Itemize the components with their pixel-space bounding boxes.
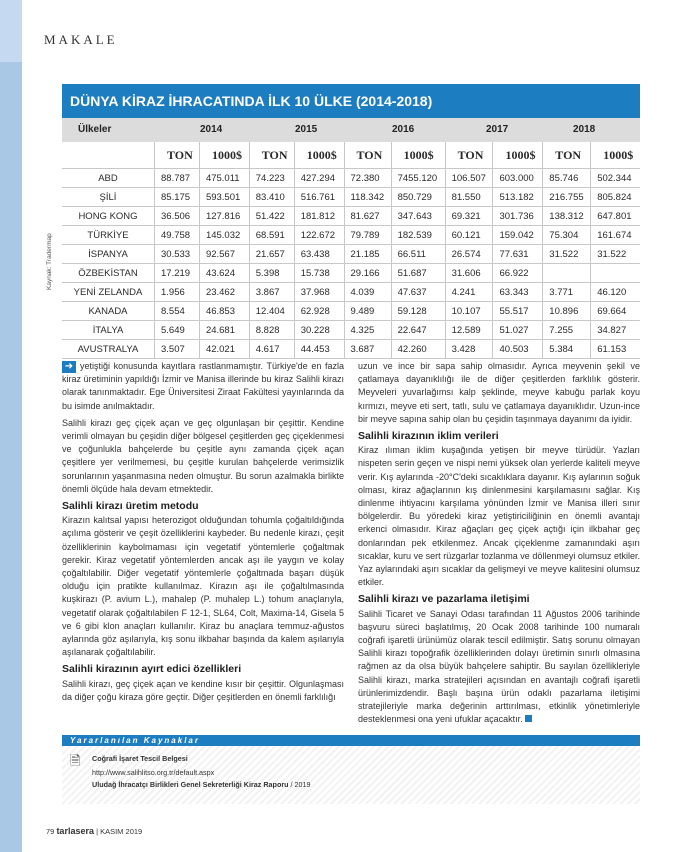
ton-cell: 31.606 bbox=[445, 264, 493, 283]
usd-cell: 347.643 bbox=[391, 207, 445, 226]
left-column bbox=[62, 360, 344, 708]
ton-cell: 4.039 bbox=[344, 283, 391, 302]
ton-cell: 3.771 bbox=[543, 283, 591, 302]
unit-ton: TON bbox=[543, 142, 591, 169]
magazine-brand: tarlasera bbox=[56, 826, 94, 836]
ton-cell: 3.687 bbox=[344, 340, 391, 359]
ton-cell: 68.591 bbox=[249, 226, 294, 245]
section-label: MAKALE bbox=[44, 32, 118, 47]
ton-cell: 75.304 bbox=[543, 226, 591, 245]
ton-cell: 88.787 bbox=[155, 169, 200, 188]
usd-cell: 427.294 bbox=[294, 169, 344, 188]
ton-cell: 4.241 bbox=[445, 283, 493, 302]
table-row bbox=[62, 169, 640, 188]
year-header-2017: 2017 bbox=[486, 124, 509, 135]
year-header-2018: 2018 bbox=[573, 124, 596, 135]
table-row bbox=[62, 264, 640, 283]
ton-cell: 36.506 bbox=[155, 207, 200, 226]
year-header-2016: 2016 bbox=[392, 124, 415, 135]
usd-cell: 37.968 bbox=[294, 283, 344, 302]
heading-climate-data: Salihli kirazının iklim verileri bbox=[358, 430, 499, 443]
ton-cell: 21.185 bbox=[344, 245, 391, 264]
ton-cell: 72.380 bbox=[344, 169, 391, 188]
usd-cell: 159.042 bbox=[493, 226, 543, 245]
ton-cell: 3.507 bbox=[155, 340, 200, 359]
usd-cell: 647.801 bbox=[591, 207, 640, 226]
country-cell: TÜRKİYE bbox=[62, 226, 155, 245]
ton-cell: 81.627 bbox=[344, 207, 391, 226]
ton-cell: 118.342 bbox=[344, 188, 391, 207]
production-method-paragraph: Kirazın kalıtsal yapısı heterozigot olduğundan tohumla çoğaltıldığında açılıma gösterir ve çeşit özelliklerini kaybeder. Bu nedenle kirazı, çeşit özelliklerinin kaybolmaması için vegetatif yöntemlerle çoğaltmak gerekir. Kiraz vegetatif yöntemlerden ancak aşı ile yaygın ve kolay çoğaltılabilir. Diğer vegetatif yöntemlerle çoğaltmada başarı düşük olduğu için pratikte kullanılmaz. Kirazın aşı ile çoğaltılmasında kuşkirazı (P. avium L.), mahalep (P. muhalep L.) tohum anaçlarıyla, vegetatif olarak çoğaltılabilen F 12-1, SL64, Colt, Maxima-14, Gisela 5 ve 6 gibi klon anaçları kullanılır. Kiraz bu anaçlara temmuz-ağustos aylarında göz aşılarıyla, kış sonu ilkbahar başında da kalem aşılarıyla aşılanarak çoğaltılabilir. bbox=[62, 515, 344, 658]
page-footer bbox=[46, 826, 142, 836]
usd-cell: 31.522 bbox=[591, 245, 640, 264]
table-row bbox=[62, 245, 640, 264]
ton-cell: 12.589 bbox=[445, 321, 493, 340]
usd-cell: 43.624 bbox=[199, 264, 249, 283]
ton-cell: 12.404 bbox=[249, 302, 294, 321]
table-row bbox=[62, 340, 640, 359]
usd-cell: 77.631 bbox=[493, 245, 543, 264]
table-row bbox=[62, 188, 640, 207]
heading-marketing: Salihli kirazı ve pazarlama iletişimi bbox=[358, 593, 530, 606]
ton-cell: 3.428 bbox=[445, 340, 493, 359]
heading-distinctive-features: Salihli kirazının ayırt edici özellikleri bbox=[62, 663, 242, 676]
usd-cell: 502.344 bbox=[591, 169, 640, 188]
source-credit: Kaynak: Tradermap bbox=[46, 233, 53, 290]
usd-cell: 301.736 bbox=[493, 207, 543, 226]
ton-cell: 4.325 bbox=[344, 321, 391, 340]
usd-cell: 161.674 bbox=[591, 226, 640, 245]
year-header-2014: 2014 bbox=[200, 124, 223, 135]
country-cell: ÖZBEKİSTAN bbox=[62, 264, 155, 283]
usd-cell: 24.681 bbox=[199, 321, 249, 340]
ton-cell: 30.533 bbox=[155, 245, 200, 264]
country-cell: HONG KONG bbox=[62, 207, 155, 226]
ton-cell: 85.746 bbox=[543, 169, 591, 188]
ton-cell: 49.758 bbox=[155, 226, 200, 245]
country-cell: ABD bbox=[62, 169, 155, 188]
unit-usd: 1000$ bbox=[493, 142, 543, 169]
ton-cell: 10.896 bbox=[543, 302, 591, 321]
ton-cell: 138.312 bbox=[543, 207, 591, 226]
left-color-bar-top bbox=[0, 0, 22, 62]
ton-cell: 1.956 bbox=[155, 283, 200, 302]
usd-cell: 22.647 bbox=[391, 321, 445, 340]
right-column bbox=[358, 360, 640, 730]
unit-usd: 1000$ bbox=[591, 142, 640, 169]
usd-cell: 40.503 bbox=[493, 340, 543, 359]
ton-cell: 5.384 bbox=[543, 340, 591, 359]
unit-usd: 1000$ bbox=[294, 142, 344, 169]
usd-cell: 42.021 bbox=[199, 340, 249, 359]
ton-cell: 31.522 bbox=[543, 245, 591, 264]
usd-cell: 61.153 bbox=[591, 340, 640, 359]
usd-cell: 516.761 bbox=[294, 188, 344, 207]
ton-cell: 69.321 bbox=[445, 207, 493, 226]
ton-cell: 81.550 bbox=[445, 188, 493, 207]
usd-cell: 475.011 bbox=[199, 169, 249, 188]
heading-production-method: Salihli kirazı üretim metodu bbox=[62, 500, 199, 513]
reference-1-title: Coğrafi İşaret Tescil Belgesi bbox=[92, 754, 188, 763]
table-row bbox=[62, 207, 640, 226]
usd-cell: 92.567 bbox=[199, 245, 249, 264]
country-cell: YENİ ZELANDA bbox=[62, 283, 155, 302]
ton-cell: 9.489 bbox=[344, 302, 391, 321]
unit-usd: 1000$ bbox=[199, 142, 249, 169]
usd-cell: 145.032 bbox=[199, 226, 249, 245]
intro-paragraph-1: yetiştiği konusunda kayıtlara rastlanmamıştır. Türkiye'de en fazla kiraz üretiminin yapıldığı İzmir ve Manisa illerinde bu kiraz Salihli kirazı olarak tanınmaktadır. Ege Üniversitesi Ziraat Fakültesi yayınlarında da bu isimde anılmaktadır. bbox=[62, 361, 344, 411]
issue-date: | KASIM 2019 bbox=[96, 827, 143, 836]
usd-cell: 63.343 bbox=[493, 283, 543, 302]
table-row bbox=[62, 283, 640, 302]
ton-cell: 17.219 bbox=[155, 264, 200, 283]
usd-cell: 47.637 bbox=[391, 283, 445, 302]
continued-paragraph: uzun ve ince bir sapa sahip olmasıdır. Ayrıca meyvenin şekil ve çatlamaya dayanıklılığı ile de diğer çeşitlerden farklılık gösterir. Meyveleri yuvarlağımsı kalp şeklinde, meyve kabuğu parlak koyu kırmızı, meyve eti sert, tatlı, sulu ve çatlamaya dayanıklıdır. Uzun-ince bir meyve sapına sahip olan bu çeşidin taşınmaya dayanımı da iyidir. bbox=[358, 361, 640, 424]
reference-1-url[interactable]: http://www.salihlitso.org.tr/default.aspx bbox=[92, 768, 215, 777]
ton-cell: 216.755 bbox=[543, 188, 591, 207]
usd-cell: 46.120 bbox=[591, 283, 640, 302]
ton-cell: 74.223 bbox=[249, 169, 294, 188]
ton-cell: 5.398 bbox=[249, 264, 294, 283]
country-cell: İSPANYA bbox=[62, 245, 155, 264]
usd-cell: 122.672 bbox=[294, 226, 344, 245]
ton-cell: 85.175 bbox=[155, 188, 200, 207]
table-row bbox=[62, 302, 640, 321]
usd-cell: 513.182 bbox=[493, 188, 543, 207]
ton-cell: 8.554 bbox=[155, 302, 200, 321]
usd-cell: 593.501 bbox=[199, 188, 249, 207]
table-title: DÜNYA KİRAZ İHRACATINDA İLK 10 ÜLKE (2014-2018) bbox=[62, 84, 640, 118]
unit-ton: TON bbox=[344, 142, 391, 169]
intro-paragraph-2: Salihli kirazı geç çiçek açan ve geç olgunlaşan bir çeşittir. Kendine verimli olmayan bu çeşidin diğer bölgesel çeşitlerden geç çiçeklenmesi ve çoğunlukla bahçelerde bu çeşitle aynı zamanda çiçek açan çeşitlere yer verilmemesi, bu çeşitle kurulan bahçelerde verimsizlik sorunlarının yaşanmasına neden olmuştur. Bu sorun azalmakla birlikte önemli ölçüde hala devam etmektedir. bbox=[62, 417, 344, 494]
country-column-header: Ülkeler bbox=[78, 124, 112, 135]
usd-cell: 850.729 bbox=[391, 188, 445, 207]
usd-cell: 34.827 bbox=[591, 321, 640, 340]
usd-cell: 62.928 bbox=[294, 302, 344, 321]
references-title: Yararlanılan Kaynaklar bbox=[70, 736, 200, 745]
ton-cell: 7.255 bbox=[543, 321, 591, 340]
usd-cell: 182.539 bbox=[391, 226, 445, 245]
ton-cell: 60.121 bbox=[445, 226, 493, 245]
country-cell: İTALYA bbox=[62, 321, 155, 340]
end-mark-icon bbox=[525, 715, 532, 722]
usd-cell: 15.738 bbox=[294, 264, 344, 283]
ton-cell: 3.867 bbox=[249, 283, 294, 302]
usd-cell bbox=[591, 264, 640, 283]
unit-row bbox=[62, 142, 640, 169]
reference-2-title: Uludağ İhracatçı Birlikleri Genel Sekreterliği Kiraz Raporu bbox=[92, 780, 289, 789]
table-row bbox=[62, 321, 640, 340]
usd-cell: 63.438 bbox=[294, 245, 344, 264]
unit-ton: TON bbox=[445, 142, 493, 169]
usd-cell: 55.517 bbox=[493, 302, 543, 321]
ton-cell: 8.828 bbox=[249, 321, 294, 340]
distinctive-features-paragraph: Salihli kirazı, geç çiçek açan ve kendine kısır bir çeşittir. Olgunlaşması da diğer çoğu kiraza göre geçtir. Diğer çeşitlerden en önemli farklılığı bbox=[62, 678, 344, 702]
arrow-right-icon: ➜ bbox=[62, 361, 76, 373]
usd-cell: 181.812 bbox=[294, 207, 344, 226]
usd-cell: 69.664 bbox=[591, 302, 640, 321]
left-color-bar bbox=[0, 0, 22, 852]
country-cell: AVUSTRALYA bbox=[62, 340, 155, 359]
cherry-export-table bbox=[62, 142, 640, 359]
usd-cell: 51.027 bbox=[493, 321, 543, 340]
table-row bbox=[62, 226, 640, 245]
usd-cell: 51.687 bbox=[391, 264, 445, 283]
unit-usd: 1000$ bbox=[391, 142, 445, 169]
ton-cell: 5.649 bbox=[155, 321, 200, 340]
ton-cell: 83.410 bbox=[249, 188, 294, 207]
usd-cell: 127.816 bbox=[199, 207, 249, 226]
ton-cell: 79.789 bbox=[344, 226, 391, 245]
ton-cell: 29.166 bbox=[344, 264, 391, 283]
usd-cell: 7455.120 bbox=[391, 169, 445, 188]
page-number: 79 bbox=[46, 827, 55, 836]
usd-cell: 66.511 bbox=[391, 245, 445, 264]
ton-cell: 106.507 bbox=[445, 169, 493, 188]
marketing-paragraph: Salihli Ticaret ve Sanayi Odası tarafından 11 Ağustos 2006 tarihinde başvuru süreci başlatılmış, 20 Ocak 2008 tarihinde 100 numaralı coğrafi işaretli ürünümüz olarak tescil edilmiştir. Satış sorunu olmayan Salihli kirazı topoğrafik özelliklerinden dolayı üretimin sınırlı olmasına rağmen az da olsa büyük bahçelere sahiptir. Bu sayılan özellikleriyle Salihli kirazı, marka stratejileri açısından en avantajlı coğrafi işaretli ürünlerimizdendir. Başlı başına ürün odaklı pazarlama iletişimi stratejileriyle marka değerinin arttırılması, etkinlik yönetimleriyle desteklenmesi ona yeni ufuklar açacaktır. bbox=[358, 608, 640, 725]
year-header-2015: 2015 bbox=[295, 124, 318, 135]
usd-cell: 603.000 bbox=[493, 169, 543, 188]
climate-paragraph: Kiraz ılıman iklim kuşağında yetişen bir meyve türüdür. Yazları nispeten serin geçen ve nispi nemi yüksek olan yerlerde kaliteli meyve verir. Kış aylarında -20°C'deki sıcaklıklara dayanır. Kış aylarının soğuk olması, kiraz ağaçlarının kış dinlenmesini karşılamasını sağlar. Kış dinlenme ihtiyacını karşılama yönünden İzmir ve Manisa illeri sınır bölgelerdir. Bu yöredeki kiraz yetiştiriciliğinin en önemli avantajı erkenci olmasıdır. Kiraz ağaçları geç çiçek açtığı için ilkbahar geç donlarından pek etkilenmez. Ancak çiçeklenme zamanındaki aşırı sıcaklar, kuru ve sert rüzgarlar tozlanma ve döllenmeyi olumsuz etkiler. Yaz aylarındaki aşırı sıcaklar da gelişmeyi ve meyve kalitesini olumsuz etkiler. bbox=[358, 445, 640, 588]
usd-cell: 23.462 bbox=[199, 283, 249, 302]
ton-cell: 4.617 bbox=[249, 340, 294, 359]
usd-cell: 42.260 bbox=[391, 340, 445, 359]
document-icon: 🗎 bbox=[70, 753, 81, 768]
ton-cell: 51.422 bbox=[249, 207, 294, 226]
table-header-band bbox=[62, 118, 640, 142]
ton-cell bbox=[543, 264, 591, 283]
unit-row-empty bbox=[62, 142, 155, 169]
unit-ton: TON bbox=[155, 142, 200, 169]
usd-cell: 46.853 bbox=[199, 302, 249, 321]
usd-cell: 44.453 bbox=[294, 340, 344, 359]
ton-cell: 10.107 bbox=[445, 302, 493, 321]
usd-cell: 59.128 bbox=[391, 302, 445, 321]
reference-2-year: / 2019 bbox=[288, 780, 311, 789]
usd-cell: 805.824 bbox=[591, 188, 640, 207]
usd-cell: 66.922 bbox=[493, 264, 543, 283]
ton-cell: 21.657 bbox=[249, 245, 294, 264]
country-cell: KANADA bbox=[62, 302, 155, 321]
country-cell: ŞİLİ bbox=[62, 188, 155, 207]
usd-cell: 30.228 bbox=[294, 321, 344, 340]
ton-cell: 26.574 bbox=[445, 245, 493, 264]
unit-ton: TON bbox=[249, 142, 294, 169]
